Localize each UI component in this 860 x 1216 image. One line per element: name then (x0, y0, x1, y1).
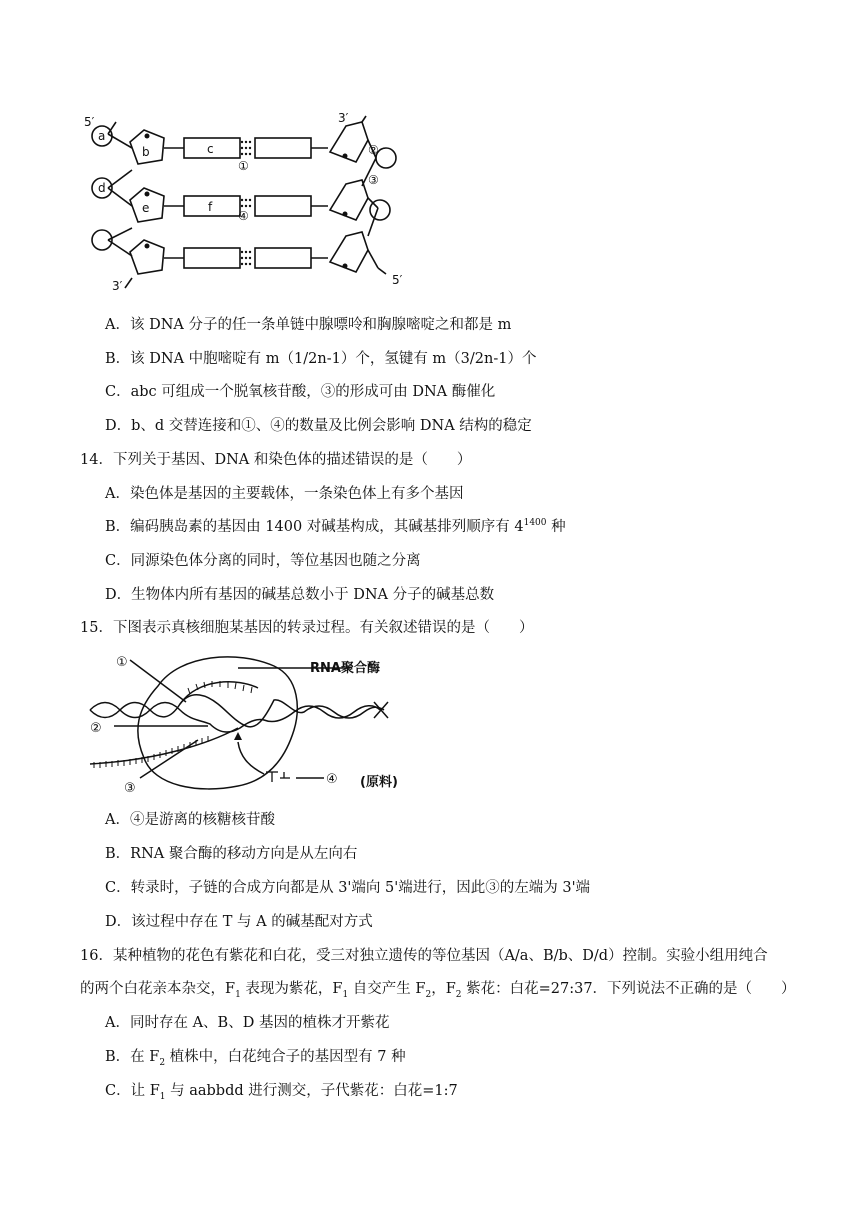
marker-1: ① (238, 159, 249, 173)
label-b: b (142, 145, 150, 159)
q16-option-b-sub: 2 (159, 1057, 166, 1068)
q16-l2-a: 的两个白花亲本杂交，F (80, 981, 236, 997)
q14-option-b (105, 516, 566, 538)
q16-l2-sub4: 2 (455, 989, 462, 1000)
marker-3: ③ (368, 173, 379, 187)
q16-option-c-sub: 1 (159, 1091, 166, 1102)
end-3-bottom: 3′ (112, 279, 123, 293)
q14-option-b-sup: 1400 (523, 518, 547, 529)
dna-diagram (80, 108, 420, 298)
q16-stem-line2 (80, 978, 796, 1000)
q13-option-d: D．b、d 交替连接和①、④的数量及比例会影响 DNA 结构的稳定 (105, 418, 532, 434)
q15-stem: 15．下图表示真核细胞某基因的转录过程。有关叙述错误的是（ ） (80, 620, 534, 636)
q13-option-a: A．该 DNA 分子的任一条单链中腺嘌呤和胸腺嘧啶之和都是 m (105, 317, 512, 333)
q16-option-b-b: 植株中，白花纯合子的基因型有 7 种 (165, 1049, 406, 1065)
q13-option-c: C．abc 可组成一个脱氧核苷酸，③的形成可由 DNA 酶催化 (105, 384, 496, 400)
marker-4: ④ (238, 209, 249, 223)
label-d: d (98, 181, 106, 195)
q14-stem: 14．下列关于基因、DNA 和染色体的描述错误的是（ ） (80, 452, 472, 468)
end-3-top: 3′ (338, 111, 349, 125)
q14-option-d: D．生物体内所有基因的碱基总数小于 DNA 分子的碱基总数 (105, 587, 495, 603)
transcription-figure (88, 648, 418, 798)
end-5-top: 5′ (84, 115, 95, 129)
fig15-marker-2: ② (90, 721, 102, 736)
q16-option-a: A．同时存在 A、B、D 基因的植株才开紫花 (105, 1015, 390, 1031)
q16-stem-line1: 16．某种植物的花色有紫花和白花，受三对独立遗传的等位基因（A/a、B/b、D/d）控制。实验小组用纯合 (80, 948, 768, 964)
q16-l2-sub3: 2 (425, 989, 432, 1000)
q16-l2-sub2: 1 (342, 989, 349, 1000)
q15-option-a: A．④是游离的核糖核苷酸 (105, 812, 275, 828)
q16-option-c-b: 与 aabbdd 进行测交，子代紫花：白花=1:7 (165, 1083, 458, 1099)
q14-option-c: C．同源染色体分离的同时，等位基因也随之分离 (105, 553, 421, 569)
q16-option-c (105, 1080, 458, 1102)
q15-option-c: C．转录时，子链的合成方向都是从 3'端向 5'端进行，因此③的左端为 3'端 (105, 880, 591, 896)
fig15-enzyme-label: RNA聚合酶 (310, 661, 380, 676)
dna-structure-figure (80, 108, 420, 298)
marker-2: ② (368, 143, 379, 157)
q14-option-b-suffix: 种 (546, 519, 566, 535)
q13-option-b: B．该 DNA 中胞嘧啶有 m（1/2n-1）个，氢键有 m（3/2n-1）个 (105, 351, 537, 367)
q16-option-c-a: C．让 F (105, 1083, 160, 1099)
q16-l2-sub1: 1 (235, 989, 241, 1000)
q16-l2-d: ，F (431, 981, 456, 997)
q14-option-a: A．染色体是基因的主要载体，一条染色体上有多个基因 (105, 486, 464, 502)
fig15-marker-3: ③ (124, 781, 136, 796)
q16-l2-c: 自交产生 F (348, 981, 426, 997)
transcription-diagram (88, 648, 418, 798)
q16-option-b-a: B．在 F (105, 1049, 160, 1065)
q15-option-d: D．该过程中存在 T 与 A 的碱基配对方式 (105, 914, 373, 930)
label-e: e (142, 201, 150, 215)
q15-option-b: B．RNA 聚合酶的移动方向是从左向右 (105, 846, 358, 862)
label-a: a (98, 129, 106, 143)
fig15-marker-4: ④ (326, 772, 338, 787)
label-f: f (208, 200, 213, 214)
q14-option-b-prefix: B．编码胰岛素的基因由 1400 对碱基构成，其碱基排列顺序有 4 (105, 519, 524, 535)
fig15-material-label: (原料) (360, 775, 398, 790)
q16-option-b (105, 1046, 406, 1068)
fig15-marker-1: ① (116, 655, 128, 670)
q16-l2-b: 表现为紫花，F (240, 981, 343, 997)
end-5-bottom: 5′ (392, 273, 403, 287)
q16-l2-e: 紫花：白花=27:37．下列说法不正确的是（ ） (461, 981, 796, 997)
label-c: c (207, 142, 214, 156)
